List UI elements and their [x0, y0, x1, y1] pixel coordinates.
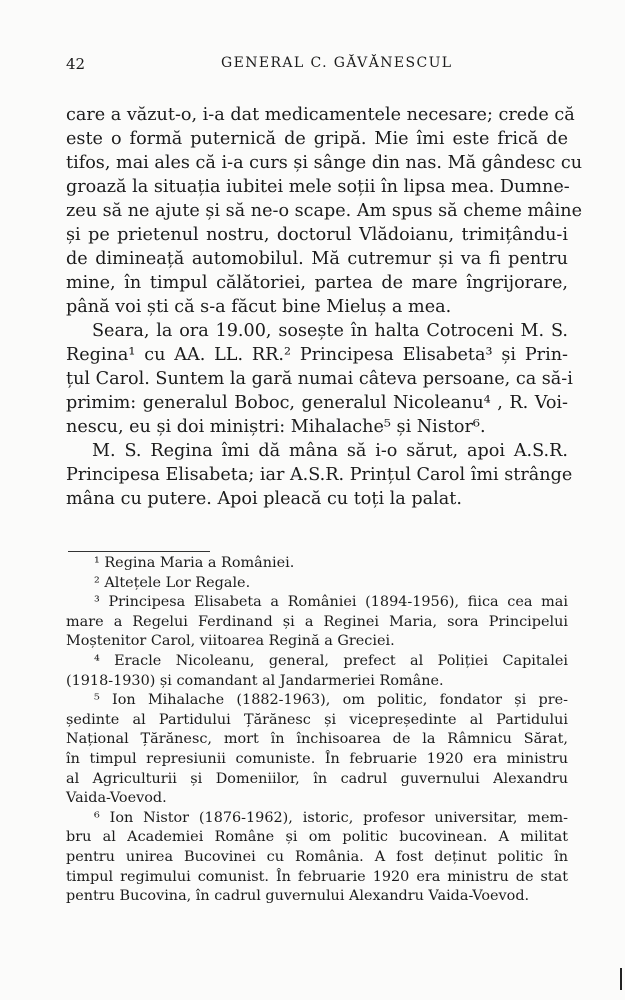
- footnote-line: pentru Bucovina, în cadrul guvernului Alexandru Vaida-Voevod.: [66, 888, 530, 905]
- footnote-line: în timpul represiunii comuniste. În februarie 1920 era ministru: [66, 750, 568, 767]
- footnote-line: ³ Principesa Elisabeta a României (1894-1956), fiica cea mai: [94, 594, 568, 611]
- body-line: care a văzut-o, i-a dat medicamentele necesare; crede că: [66, 105, 575, 125]
- body-line: zeu să ne ajute și să ne-o scape. Am spus să cheme mâine: [66, 201, 583, 221]
- footnote-line: ² Altețele Lor Regale.: [94, 574, 251, 591]
- running-head: GENERAL C. GĂVĂNESCUL: [221, 55, 453, 71]
- main-text: [66, 103, 583, 511]
- footnote-line: ⁴ Eracle Nicoleanu, general, prefect al Poliției Capitalei: [94, 652, 568, 669]
- footnote-line: (1918-1930) și comandant al Jandarmeriei Române.: [66, 672, 444, 689]
- body-line: țul Carol. Suntem la gară numai câteva persoane, ca să-i: [66, 369, 573, 389]
- footnote-line: Național Țărănesc, mort în închisoarea de la Râmnicu Sărat,: [66, 731, 568, 748]
- body-line: nescu, eu și doi miniștri: Mihalache⁵ și Nistor⁶.: [66, 417, 486, 437]
- footnote-line: mare a Regelui Ferdinand și a Reginei Maria, sora Principelui: [66, 613, 568, 630]
- body-line: primim: generalul Boboc, generalul Nicoleanu⁴ , R. Voi-: [66, 393, 568, 413]
- footnote-line: ⁵ Ion Mihalache (1882-1963), om politic, fondator și pre-: [94, 692, 568, 709]
- body-line: și pe prietenul nostru, doctorul Vlădoianu, trimițându-i: [66, 225, 568, 245]
- body-line: până voi ști că s-a făcut bine Mieluș a mea.: [66, 297, 452, 317]
- body-line: M. S. Regina îmi dă mâna să i-o sărut, apoi A.S.R.: [92, 441, 568, 461]
- footnote-line: pentru unirea Bucovinei cu România. A fost deținut politic în: [66, 848, 568, 865]
- body-line: groază la situația iubitei mele soții în lipsa mea. Dumne-: [66, 177, 570, 197]
- footnote-line: timpul regimului comunist. În februarie 1920 era ministru de stat: [66, 868, 568, 885]
- footnote-line: al Agriculturii și Domeniilor, în cadrul guvernului Alexandru: [66, 770, 568, 787]
- body-line: Seara, la ora 19.00, sosește în halta Cotroceni M. S.: [92, 321, 568, 341]
- body-line: de dimineață automobilul. Mă cutremur și va fi pentru: [66, 249, 568, 269]
- footnote-line: bru al Academiei Române și om politic bucovinean. A militat: [66, 829, 568, 846]
- footnote-line: Moștenitor Carol, viitoarea Regină a Greciei.: [66, 633, 395, 650]
- footnotes: [66, 554, 568, 907]
- footnote-separator: [68, 551, 210, 552]
- footnote-line: Vaida-Voevod.: [66, 790, 167, 807]
- body-line: tifos, mai ales că i-a curs și sânge din nas. Mă gândesc cu: [66, 153, 583, 173]
- footnote-line: ¹ Regina Maria a României.: [94, 555, 295, 571]
- body-line: mine, în timpul călătoriei, partea de mare îngrijorare,: [66, 273, 568, 293]
- body-line: este o formă puternică de gripă. Mie îmi este frică de: [66, 129, 568, 149]
- page-number: 42: [66, 55, 86, 73]
- footnote-line: ședinte al Partidului Țărănesc și vicepreședinte al Partidului: [66, 711, 568, 728]
- body-line: mâna cu putere. Apoi pleacă cu toți la palat.: [66, 489, 462, 509]
- body-line: Regina¹ cu AA. LL. RR.² Principesa Elisabeta³ și Prin-: [66, 345, 568, 365]
- page-edge-mark: [620, 968, 622, 990]
- body-line: Principesa Elisabeta; iar A.S.R. Prințul Carol îmi strânge: [66, 465, 573, 485]
- footnote-line: ⁶ Ion Nistor (1876-1962), istoric, profesor universitar, mem-: [94, 809, 568, 826]
